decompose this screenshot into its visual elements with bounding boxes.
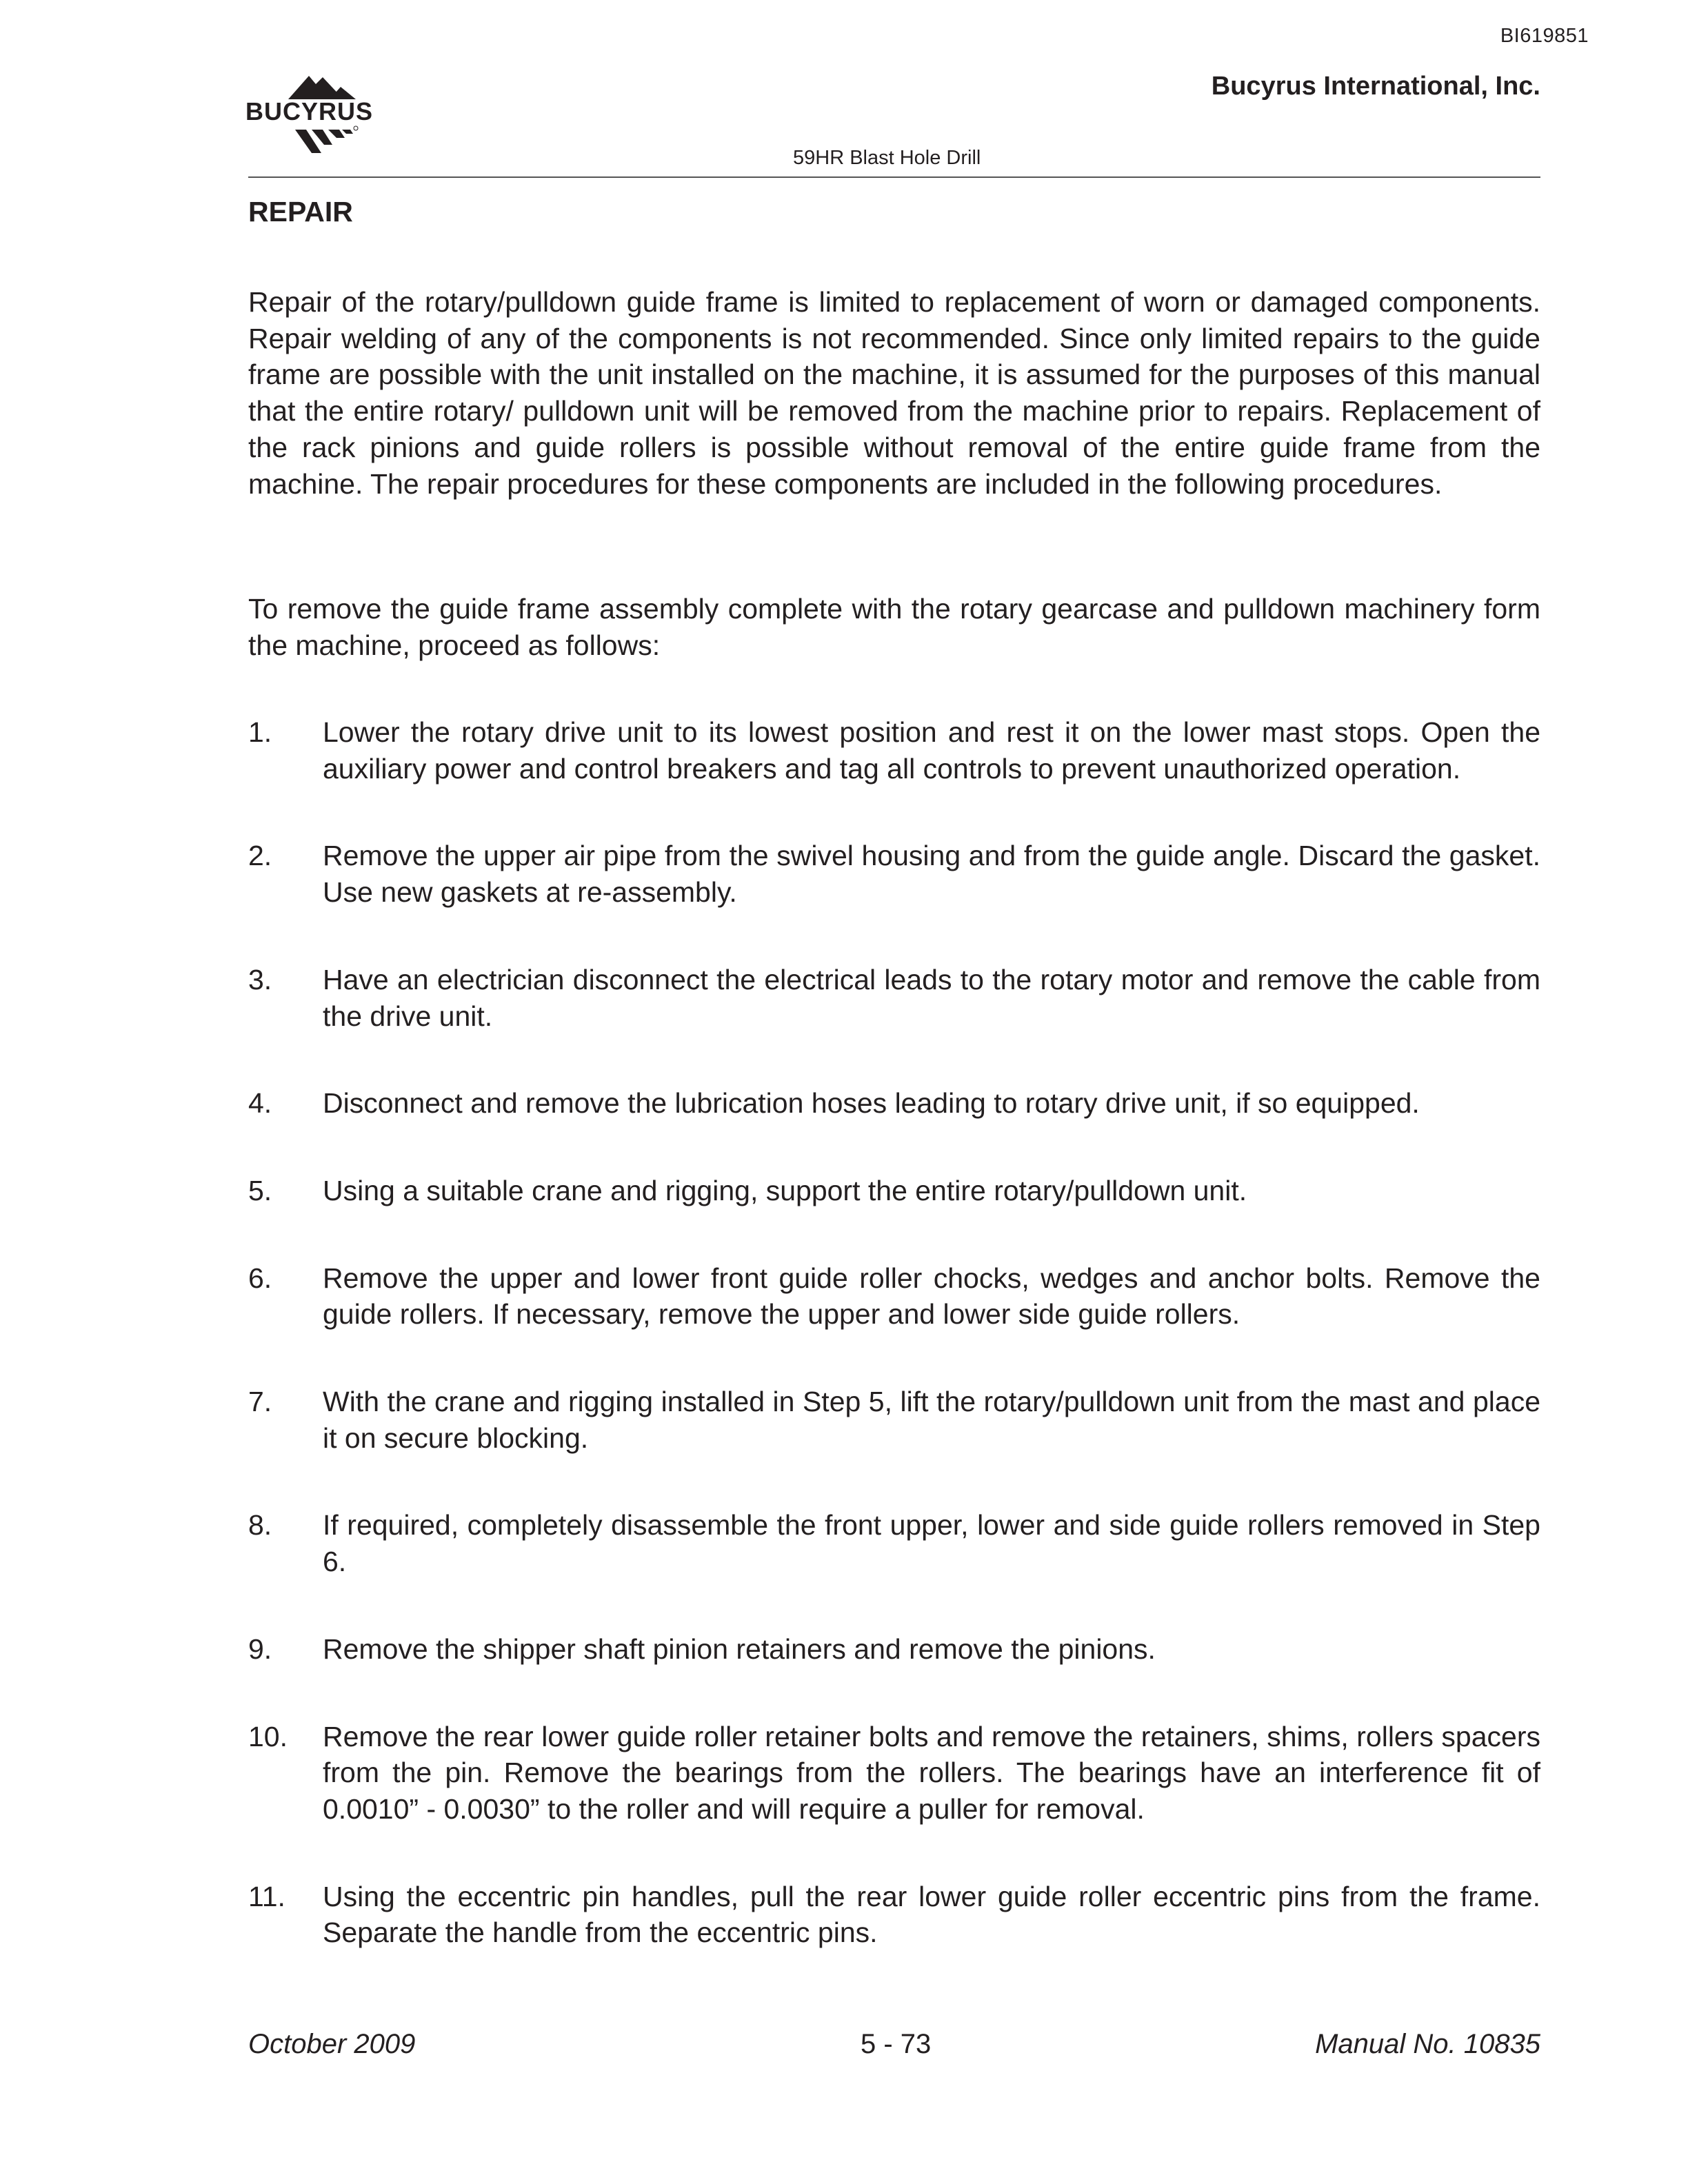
- step-item: [248, 1173, 1540, 1209]
- step-text: Have an electrician disconnect the electrical leads to the rotary motor and remove the cable from the drive unit.: [323, 963, 1540, 1032]
- step-number: 3.: [248, 963, 272, 995]
- document-subtitle: 59HR Blast Hole Drill: [793, 147, 981, 169]
- step-item: [248, 962, 1540, 1034]
- step-item: [248, 838, 1540, 910]
- step-number: 10.: [248, 1720, 288, 1752]
- step-text: Using a suitable crane and rigging, support the entire rotary/pulldown unit.: [323, 1174, 1247, 1206]
- step-text: Disconnect and remove the lubrication hoses leading to rotary drive unit, if so equipped.: [323, 1087, 1420, 1120]
- step-item: [248, 1879, 1540, 1951]
- document-id: BI619851: [1500, 25, 1589, 47]
- procedure-intro-paragraph: To remove the guide frame assembly complete with the rotary gearcase and pulldown machinery form the machine, proceed as follows:: [248, 593, 1540, 661]
- bucyrus-logo: [245, 72, 394, 160]
- step-item: [248, 714, 1540, 787]
- step-item: [248, 1085, 1540, 1122]
- step-number: 11.: [248, 1880, 285, 1912]
- step-item: [248, 1719, 1540, 1828]
- step-number: 4.: [248, 1087, 272, 1120]
- step-text: Remove the upper and lower front guide roller chocks, wedges and anchor bolts. Remove the guide rollers. If necessary, remove the upper and lower side guide rollers.: [323, 1262, 1540, 1331]
- header-divider: [248, 176, 1540, 178]
- company-name: Bucyrus International, Inc.: [1211, 72, 1540, 101]
- intro-paragraph: Repair of the rotary/pulldown guide frame is limited to replacement of worn or damaged components. Repair welding of any of the components is not recommended. Since only limited repairs to the guide frame are possible with the unit installed on the machine, it is assumed for the purposes of this manual that the entire rotary/ pulldown unit will be removed from the machine prior to repairs. Replacement of the rack pinions and guide rollers is possible without removal of the entire guide frame from the machine. The repair procedures for these components are included in the following procedures.: [248, 286, 1540, 500]
- step-number: 2.: [248, 840, 272, 872]
- step-number: 6.: [248, 1262, 272, 1294]
- step-item: [248, 1631, 1540, 1668]
- step-item: [248, 1507, 1540, 1579]
- step-number: 8.: [248, 1509, 272, 1541]
- step-number: 5.: [248, 1174, 272, 1206]
- step-text: Lower the rotary drive unit to its lowest position and rest it on the lower mast stops. Open the auxiliary power and control breakers and tag all controls to prevent unauthorized operation.: [323, 716, 1540, 785]
- step-text: Remove the shipper shaft pinion retainers and remove the pinions.: [323, 1632, 1156, 1665]
- step-text: Remove the rear lower guide roller retainer bolts and remove the retainers, shims, rollers spacers from the pin. Remove the bearings from the rollers. The bearings have an interference fit of 0.0010” - 0.0030” to the roller and will require a puller for removal.: [323, 1720, 1540, 1825]
- section-title: REPAIR: [248, 196, 353, 228]
- manual-number: Manual No. 10835: [1315, 2029, 1540, 2059]
- step-item: [248, 1260, 1540, 1333]
- step-text: Using the eccentric pin handles, pull the rear lower guide roller eccentric pins from the frame. Separate the handle from the eccentric pins.: [323, 1880, 1540, 1949]
- step-number: 1.: [248, 716, 272, 748]
- svg-text:BUCYRUS: BUCYRUS: [245, 97, 374, 125]
- step-text: Remove the upper air pipe from the swivel housing and from the guide angle. Discard the gasket. Use new gaskets at re-assembly.: [323, 840, 1540, 909]
- step-text: With the crane and rigging installed in Step 5, lift the rotary/pulldown unit from the mast and place it on secure blocking.: [323, 1386, 1540, 1454]
- step-number: 7.: [248, 1386, 272, 1418]
- step-number: 9.: [248, 1632, 272, 1665]
- page-number: 5 - 73: [861, 2029, 932, 2059]
- procedure-steps: [248, 714, 1540, 2002]
- step-item: [248, 1384, 1540, 1456]
- footer-date: October 2009: [248, 2029, 416, 2059]
- step-text: If required, completely disassemble the front upper, lower and side guide rollers removed in Step 6.: [323, 1509, 1540, 1578]
